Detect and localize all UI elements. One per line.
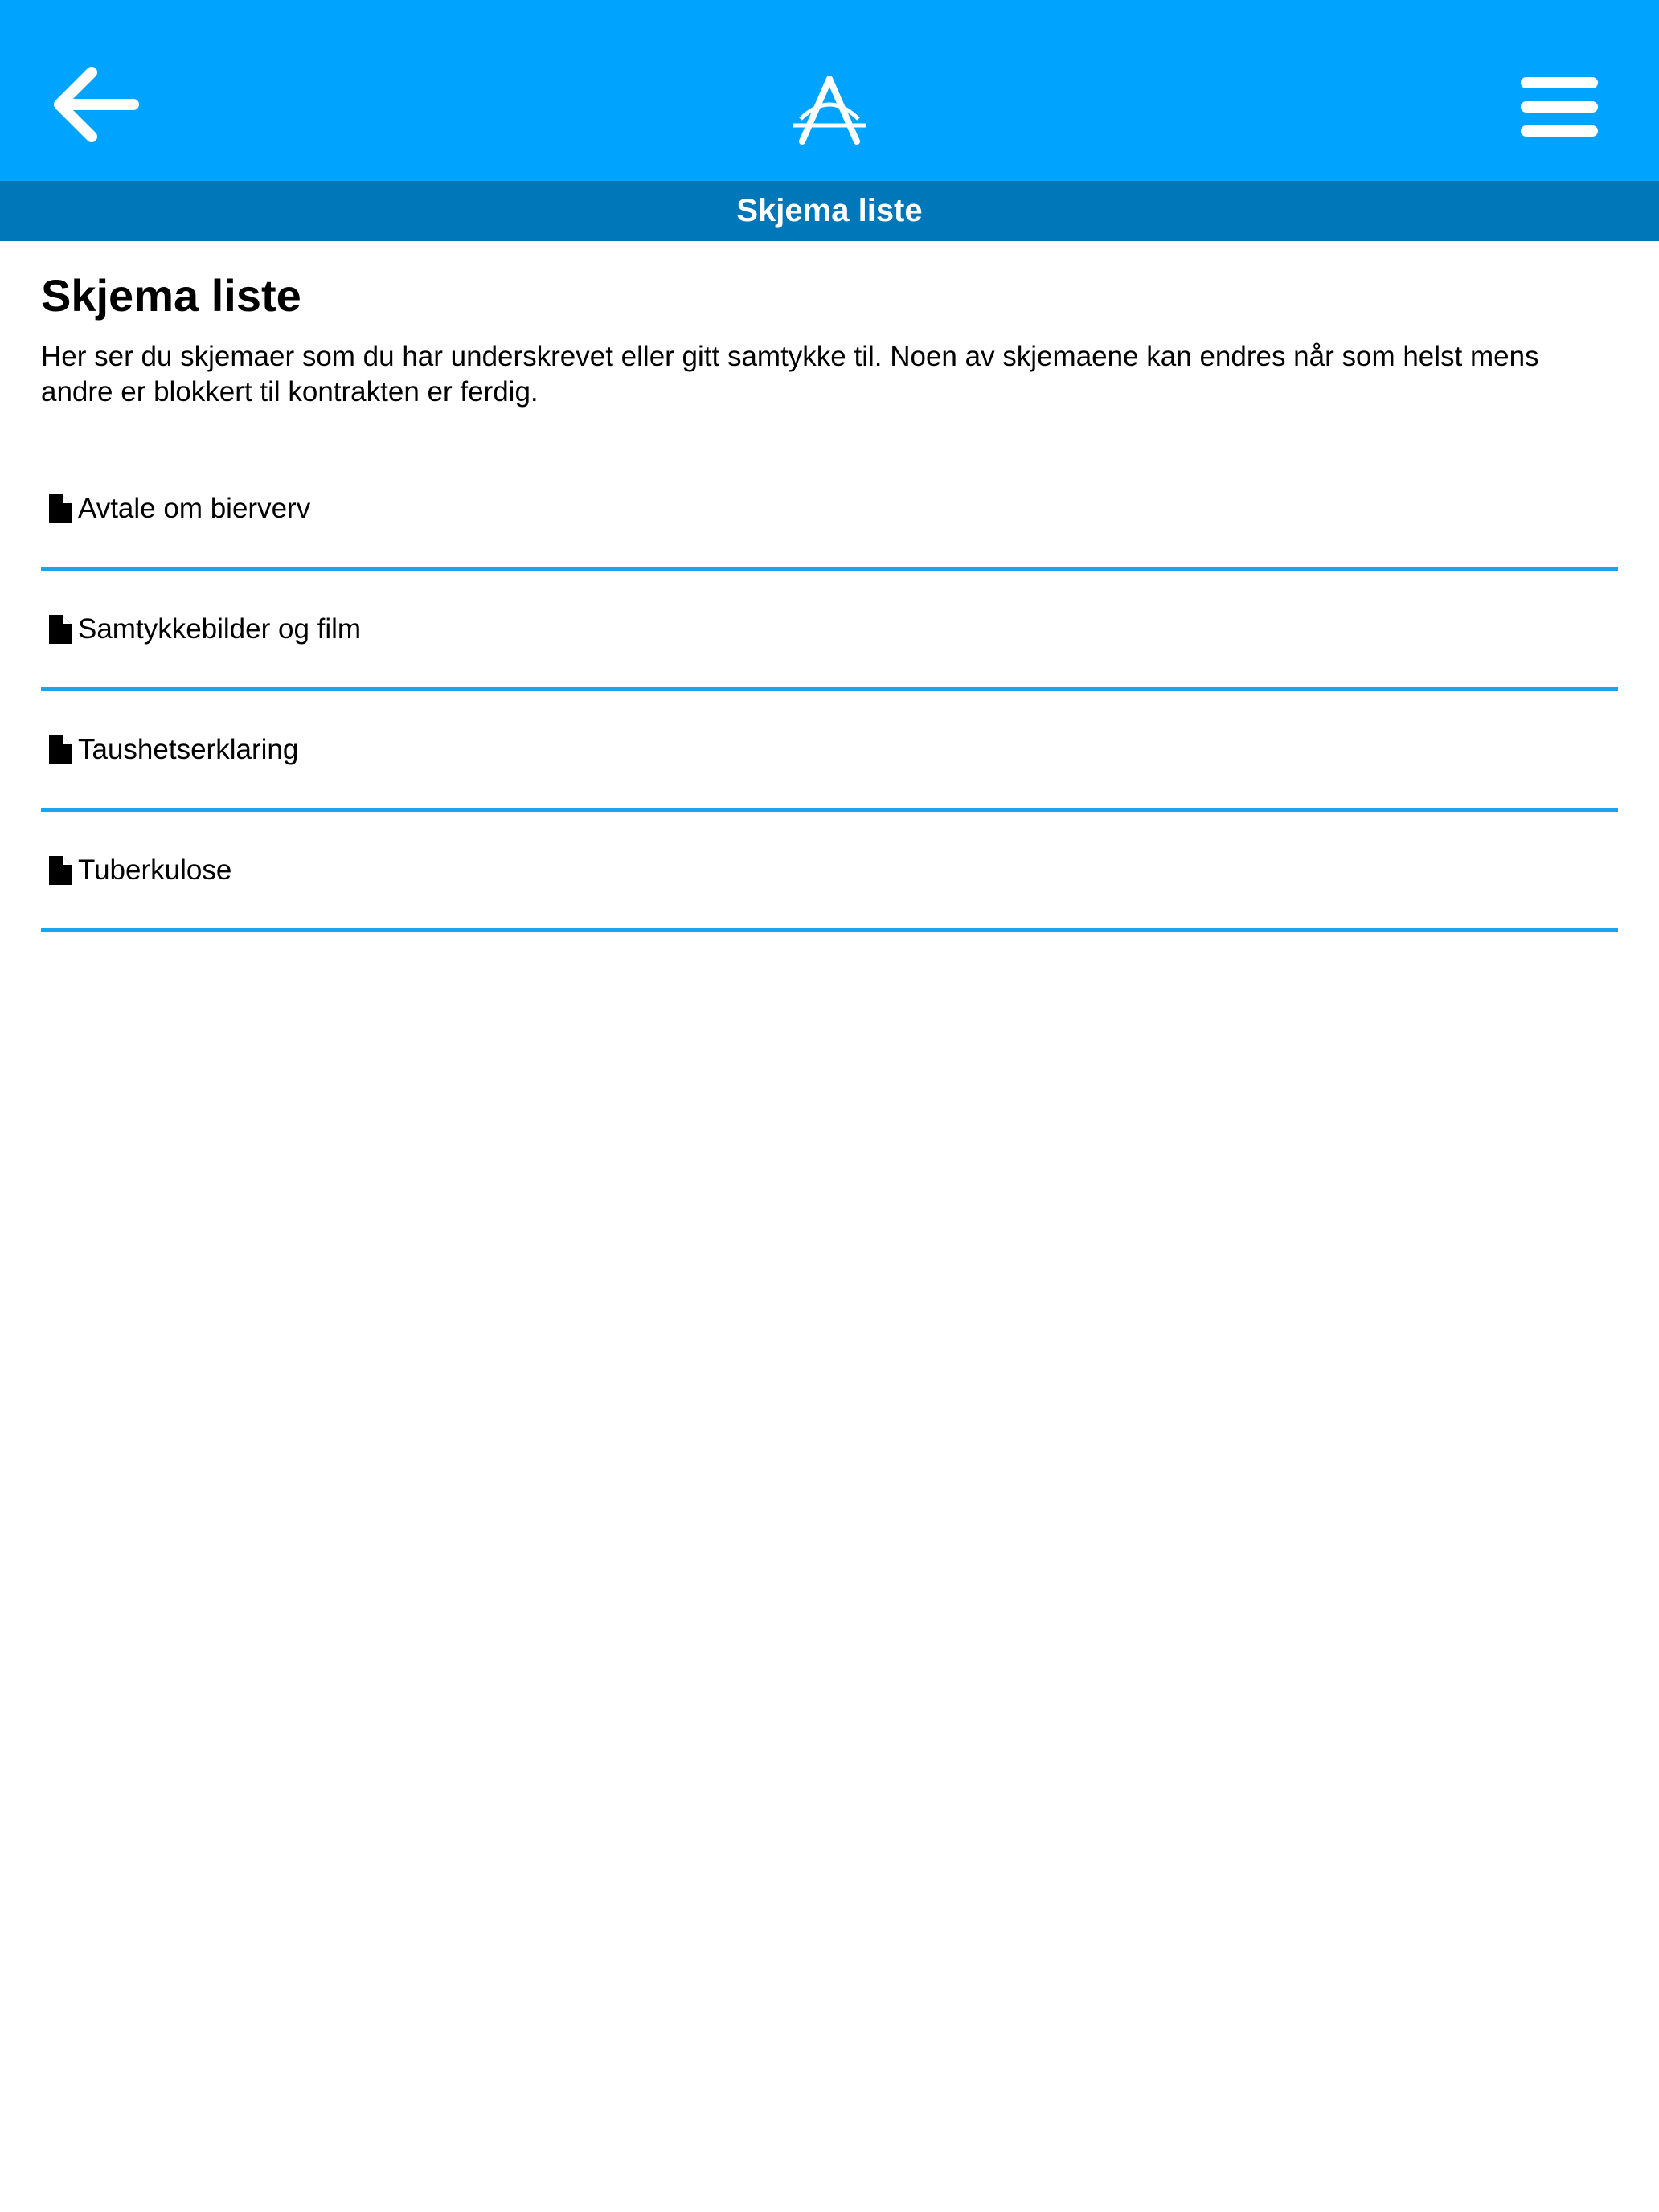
intro-text: Her ser du skjemaer som du har underskrevet eller gitt samtykke til. Noen av skjemaene kan endres når som helst mens andre er blokkert til kontrakten er ferdig. [41,341,1539,408]
page-subtitle-bar [0,181,1659,241]
hamburger-menu-button[interactable] [1511,71,1608,143]
form-item-label: Taushetserklaring [78,733,299,765]
top-app-bar [0,0,1659,181]
main-content [41,241,1618,945]
form-item-samtykkebilder-og-film[interactable] [41,571,1618,691]
document-icon [46,733,75,767]
form-item-label: Tuberkulose [78,854,232,886]
page-subtitle: Skjema liste [736,193,923,228]
form-item-taushetserklaring[interactable] [41,691,1618,812]
form-item-label: Avtale om bierverv [78,492,311,524]
logo-a-icon [788,74,871,146]
form-list [41,450,1618,932]
back-button[interactable] [45,56,150,153]
arrow-left-icon [45,56,150,153]
page-title: Skjema liste [41,270,301,321]
document-icon [46,854,75,887]
form-item-avtale-om-bierverv[interactable] [41,450,1618,571]
document-icon [46,492,75,526]
form-item-label: Samtykkebilder og film [78,612,362,645]
hamburger-menu-icon [1511,71,1608,143]
form-item-tuberkulose[interactable] [41,812,1618,932]
document-icon [46,612,75,646]
